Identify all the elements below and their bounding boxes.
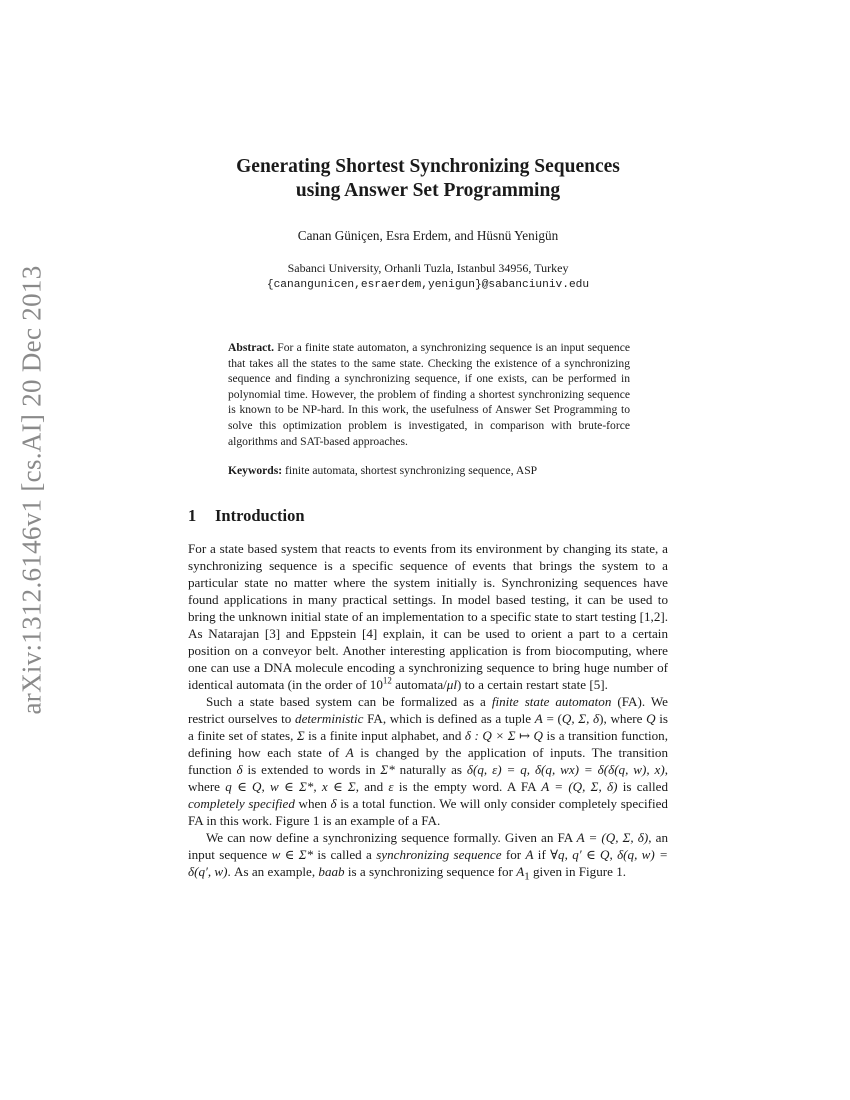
paragraph-3: We can now define a synchronizing sequence formally. Given an FA A = (Q, Σ, δ), an input sequence w ∈ Σ* is called a synchronizing sequence for A if ∀q, q′ ∈ Q, δ(q, w) = δ(q′, w). As an example, baab is a synchronizing sequence for $A_1$ given in Figure 1. [188,829,668,883]
affiliation: Sabanci University, Orhanli Tuzla, Istanbul 34956, Turkey [287,261,569,275]
section-heading-introduction [188,506,668,526]
title-line-2: using Answer Set Programming [295,180,561,201]
section-number: 1 [188,505,197,525]
affiliation-block [188,260,668,294]
paragraph-1: For a state based system that reacts to events from its environment by changing its state, a synchronizing sequence is a specific sequence of events that brings the system to a particular state no matter where the system initially is. Synchronizing sequences have found applications in many practical settings. In model based testing, it can be used to bring the unknown initial state of an implementation to a specific state to start testing [1,2]. As Natarajan [3] and Eppstein [4] explain, it can be used to orient a part to a certain position on a conveyor belt. Another interesting application is from biocomputing, where one can use a DNA molecule encoding a synchronizing sequence to bring huge number of identical automata (in the order of $10^{12}$ automata/μl) to a certain restart state [5]. [188,540,668,692]
author-emails: {canangunicen,esraerdem,yenigun}@sabanciuniv.edu [266,279,590,291]
introduction-body [188,540,668,886]
keywords-text: finite automata, shortest synchronizing sequence, ASP [285,464,538,478]
paper-title [188,155,668,203]
paper-page [188,0,668,885]
abstract [228,340,630,449]
abstract-text: For a finite state automaton, a synchronizing sequence is an input sequence that takes all the states to the same state. Checking the existence of a synchronizing sequence and finding a synchronizing sequence, if one exists, can be performed in polynomial time. However, the problem of finding a shortest synchronizing sequence is known to be NP-hard. In this work, the usefulness of Answer Set Programming to solve this optimization problem is investigated, in comparison with brute-force algorithms and SAT-based approaches. [228,341,631,448]
abstract-label: Abstract. [228,341,275,354]
title-line-1: Generating Shortest Synchronizing Sequences [236,156,620,177]
keywords-label: Keywords: [228,464,283,478]
arxiv-identifier: arXiv:1312.6146v1 [cs.AI] 20 Dec 2013 [16,265,47,715]
keywords [228,463,630,479]
author-list: Canan Güniçen, Esra Erdem, and Hüsnü Yenigün [297,228,559,243]
section-title: Introduction [215,505,305,525]
paragraph-2: Such a state based system can be formalized as a finite state automaton (FA). We restrict ourselves to deterministic FA, which is defined as a tuple A = (Q, Σ, δ), where Q is a finite set of states, Σ is a finite input alphabet, and δ : Q × Σ ↦ Q is a transition function, defining how each state of A is changed by the application of inputs. The transition function δ is extended to words in Σ* naturally as δ(q, ε) = q, δ(q, wx) = δ(δ(q, w), x), where q ∈ Q, w ∈ Σ*, x ∈ Σ, and ε is the empty word. A FA A = (Q, Σ, δ) is called completely specified when δ is a total function. We will only consider completely specified FA in this work. Figure 1 is an example of a FA. [188,693,669,828]
arxiv-sidebar-stamp [12,265,52,715]
